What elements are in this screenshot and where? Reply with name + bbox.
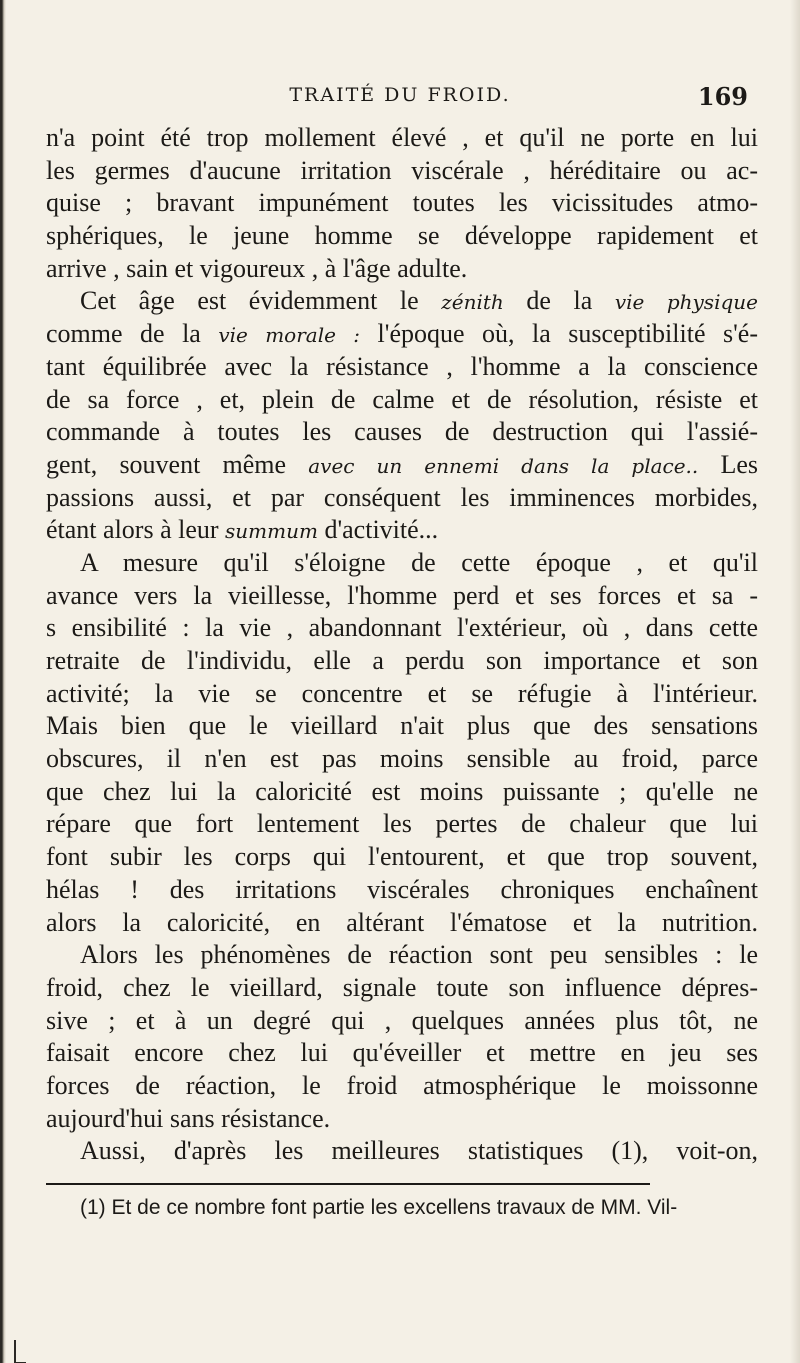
text-run: quise ; bravant impunément toutes les vicissitudes atmo- bbox=[46, 188, 758, 218]
text-run: alors la caloricité, en altérant l'ématose et la nutrition. bbox=[46, 907, 758, 937]
text-line bbox=[46, 678, 758, 711]
text-line bbox=[46, 939, 758, 972]
text-run: faisait encore chez lui qu'éveiller et mettre en jeu ses bbox=[46, 1038, 758, 1068]
text-line bbox=[46, 155, 758, 188]
text-line bbox=[46, 482, 758, 515]
text-run: Alors les phénomènes de réaction sont peu sensibles : le bbox=[80, 940, 758, 970]
text-run: avance vers la vieillesse, l'homme perd et ses forces et sa - bbox=[46, 580, 758, 610]
text-run: A mesure qu'il s'éloigne de cette époque , et qu'il bbox=[80, 547, 758, 577]
italic-phrase: vie morale : bbox=[218, 323, 361, 348]
text-line bbox=[46, 645, 758, 678]
text-line bbox=[46, 220, 758, 253]
text-run: gent, souvent même bbox=[46, 449, 309, 479]
text-line bbox=[46, 612, 758, 645]
text-line bbox=[46, 187, 758, 220]
body-text bbox=[46, 122, 758, 1168]
margin-mark bbox=[14, 1340, 26, 1363]
text-run: Cet âge est évidemment le bbox=[80, 286, 442, 316]
text-line bbox=[46, 449, 758, 482]
text-run: étant alors à leur bbox=[46, 515, 226, 545]
text-run: Mais bien que le vieillard n'ait plus que des sensations bbox=[46, 711, 758, 741]
text-run: Aussi, d'après les meilleures statistiques (1), voit-on, bbox=[80, 1136, 758, 1166]
page-number: 169 bbox=[697, 82, 748, 111]
text-run: obscures, il n'en est pas moins sensible au froid, parce bbox=[46, 744, 758, 774]
text-line bbox=[46, 907, 758, 940]
text-line bbox=[46, 416, 758, 449]
text-run: aujourd'hui sans résistance. bbox=[46, 1103, 331, 1133]
text-line bbox=[46, 808, 758, 841]
text-line bbox=[46, 1135, 758, 1168]
text-run: de sa force , et, plein de calme et de résolution, résiste et bbox=[46, 384, 758, 414]
text-run: l'époque où, la susceptibilité s'é- bbox=[360, 319, 758, 349]
text-line bbox=[46, 841, 758, 874]
text-line bbox=[46, 1103, 758, 1136]
text-run: passions aussi, et par conséquent les imminences morbides, bbox=[46, 482, 758, 512]
text-run: les germes d'aucune irritation viscérale , héréditaire ou ac- bbox=[46, 155, 758, 185]
text-line bbox=[46, 1005, 758, 1038]
text-run: que chez lui la caloricité est moins puissante ; qu'elle ne bbox=[46, 776, 758, 806]
text-line bbox=[46, 1070, 758, 1103]
text-line bbox=[46, 874, 758, 907]
text-run: forces de réaction, le froid atmosphérique le moissonne bbox=[46, 1070, 758, 1100]
page-header bbox=[40, 82, 760, 118]
italic-phrase: vie physique bbox=[614, 290, 758, 315]
text-run: de la bbox=[503, 286, 615, 316]
text-run: font subir les corps qui l'entourent, et que trop souvent, bbox=[46, 842, 758, 872]
text-run: Les bbox=[698, 449, 758, 479]
text-run: arrive , sain et vigoureux , à l'âge adulte. bbox=[46, 253, 468, 283]
page-binding-edge bbox=[0, 0, 6, 1363]
text-run: comme de la bbox=[46, 319, 219, 349]
text-line bbox=[46, 122, 758, 155]
text-run: sphériques, le jeune homme se développe rapidement et bbox=[46, 221, 758, 251]
running-title: TRAITÉ DU FROID. bbox=[289, 84, 511, 106]
text-line bbox=[46, 318, 758, 351]
text-run: s ensibilité : la vie , abandonnant l'extérieur, où , dans cette bbox=[46, 613, 758, 643]
text-run: retraite de l'individu, elle a perdu son importance et son bbox=[46, 646, 758, 675]
text-line bbox=[46, 253, 758, 286]
text-run: n'a point été trop mollement élevé , et qu'il ne porte en lui bbox=[46, 123, 758, 152]
italic-phrase: summum bbox=[225, 519, 318, 544]
text-line bbox=[46, 776, 758, 809]
text-line bbox=[46, 743, 758, 776]
text-line bbox=[46, 514, 758, 547]
text-run: répare que fort lentement les pertes de chaleur que lui bbox=[46, 809, 758, 839]
text-line bbox=[46, 285, 758, 318]
text-line bbox=[46, 384, 758, 417]
footnote: (1) Et de ce nombre font partie les excellens travaux de MM. Vil- bbox=[80, 1196, 678, 1219]
text-line bbox=[46, 580, 758, 613]
italic-phrase: zénith bbox=[441, 290, 504, 315]
text-run: activité; la vie se concentre et se réfugie à l'intérieur. bbox=[46, 678, 758, 708]
text-run: froid, chez le vieillard, signale toute son influence dépres- bbox=[46, 972, 758, 1002]
text-line bbox=[46, 710, 758, 743]
text-run: hélas ! des irritations viscérales chroniques enchaînent bbox=[46, 874, 758, 904]
page-edge-shadow bbox=[790, 0, 800, 1363]
text-run: commande à toutes les causes de destruction qui l'assié- bbox=[46, 417, 758, 447]
text-run: tant équilibrée avec la résistance , l'homme a la conscience bbox=[46, 351, 758, 381]
text-run: sive ; et à un degré qui , quelques années plus tôt, ne bbox=[46, 1005, 758, 1035]
text-line bbox=[46, 351, 758, 384]
text-run: d'activité... bbox=[317, 515, 439, 545]
text-line bbox=[46, 972, 758, 1005]
text-line bbox=[46, 547, 758, 580]
footnote-rule bbox=[46, 1183, 650, 1185]
text-line bbox=[46, 1037, 758, 1070]
italic-phrase: avec un ennemi dans la place.. bbox=[308, 453, 699, 478]
